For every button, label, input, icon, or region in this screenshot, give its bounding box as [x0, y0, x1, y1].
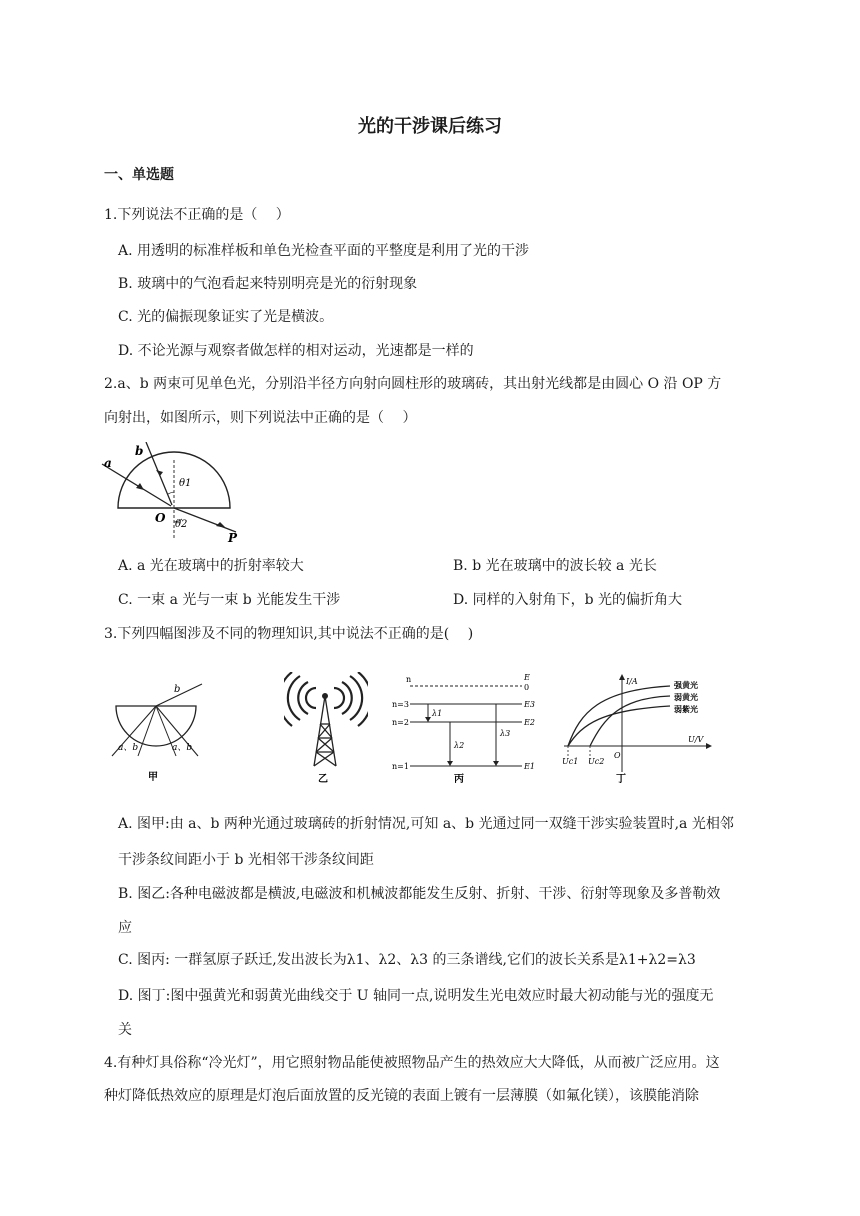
bing-n1: n=1 [392, 762, 409, 771]
bing-l1: λ1 [432, 709, 443, 718]
bing-l3: λ3 [500, 729, 511, 738]
q2-option-d: D. 同样的入射角下，b 光的偏折角大 [453, 592, 683, 608]
bing-E: E [524, 673, 530, 682]
jia-label-b: b [174, 684, 181, 695]
label-p: P [228, 531, 238, 542]
q3-option-d-line2: 关 [118, 1022, 132, 1038]
q3-option-a-line1: A. 图甲:由 a、b 两种光通过玻璃砖的折射情况,可知 a、b 光通过同一双缝干涉实验装置时,a 光相邻 [118, 816, 734, 832]
q3-option-a-line2: 干涉条纹间距小于 b 光相邻干涉条纹间距 [118, 852, 374, 868]
q2-option-b: B. b 光在玻璃中的波长较 a 光长 [453, 558, 657, 574]
bing-E2: E2 [524, 718, 535, 727]
ding-uc2: Uc2 [588, 757, 605, 766]
caption-bing: 丙 [454, 774, 464, 785]
bing-E1: E1 [524, 762, 535, 771]
caption-jia: 甲 [148, 772, 158, 783]
q3-figure-yi [284, 672, 368, 786]
q4-line2: 种灯降低热效应的原理是灯泡后面放置的反光镜的表面上镀有一层薄膜（如氟化镁），该膜能消除 [104, 1088, 699, 1104]
q1-option-d: D. 不论光源与观察者做怎样的相对运动，光速都是一样的 [118, 343, 474, 359]
label-b: b [135, 444, 144, 458]
q2-option-c: C. 一束 a 光与一束 b 光能发生干涉 [118, 592, 341, 608]
bing-n2: n=2 [392, 718, 409, 727]
q1-option-a: A. 用透明的标准样板和单色光检查平面的平整度是利用了光的干涉 [118, 243, 530, 259]
bing-l2: λ2 [454, 741, 465, 750]
label-theta1: θ1 [179, 478, 192, 489]
ding-origin: O [614, 751, 621, 760]
q3-option-b-line1: B. 图乙:各种电磁波都是横波,电磁波和机械波都能发生反射、折射、干涉、衍射等现象及多普勒效 [118, 886, 721, 902]
q3-figure-ding [560, 672, 716, 786]
bing-n3: n=3 [392, 700, 409, 709]
q3-option-d-line1: D. 图丁:图中强黄光和弱黄光曲线交于 U 轴同一点,说明发生光电效应时最大初动能与光的强度无 [118, 988, 714, 1004]
q4-line1: 4.有种灯具俗称“冷光灯”，用它照射物品能使被照物品产生的热效应大大降低，从而被广泛应用。这 [104, 1055, 720, 1071]
q2-stem-line1: 2.a、b 两束可见单色光，分别沿半径方向射向圆柱形的玻璃砖，其出射光线都是由圆心 O 沿 OP 方 [104, 376, 722, 392]
label-a: a [104, 456, 112, 470]
q3-option-b-line2: 应 [118, 920, 132, 936]
q1-option-c: C. 光的偏振现象证实了光是横波。 [118, 309, 334, 325]
ding-xaxis: U/V [688, 735, 704, 744]
page-title: 光的干涉课后练习 [358, 116, 502, 137]
bing-E3: E3 [524, 700, 535, 709]
q3-figure-jia [104, 676, 204, 786]
q2-option-a: A. a 光在玻璃中的折射率较大 [118, 558, 304, 574]
q3-figure-bing [392, 672, 538, 786]
q3-option-c: C. 图丙: 一群氢原子跃迁,发出波长为λ1、λ2、λ3 的三条谱线,它们的波长关系是λ1+λ2=λ3 [118, 952, 696, 968]
caption-ding: 丁 [616, 774, 626, 785]
ding-curve1: 强黄光 [674, 680, 698, 690]
q1-stem: 1.下列说法不正确的是（ ） [104, 207, 290, 223]
q3-stem: 3.下列四幅图涉及不同的物理知识,其中说法不正确的是( ) [104, 626, 474, 642]
ding-yaxis: I/A [626, 677, 638, 686]
bing-n-inf: n [406, 675, 412, 684]
jia-label-right: a、b [172, 743, 193, 753]
ding-curve3: 弱紫光 [674, 704, 698, 714]
caption-yi: 乙 [318, 774, 328, 785]
section-heading: 一、单选题 [104, 167, 174, 183]
q1-option-b: B. 玻璃中的气泡看起来特别明亮是光的衍射现象 [118, 276, 418, 292]
label-o: O [155, 511, 166, 525]
q2-stem-line2: 向射出，如图所示，则下列说法中正确的是（ ） [104, 410, 417, 426]
bing-zero: 0 [524, 683, 530, 692]
ding-curve2: 弱黄光 [674, 692, 698, 702]
q2-figure-semicircle [96, 442, 246, 542]
jia-label-left: a、b [118, 743, 139, 753]
label-theta2: θ2 [175, 519, 188, 530]
ding-uc1: Uc1 [562, 757, 579, 766]
